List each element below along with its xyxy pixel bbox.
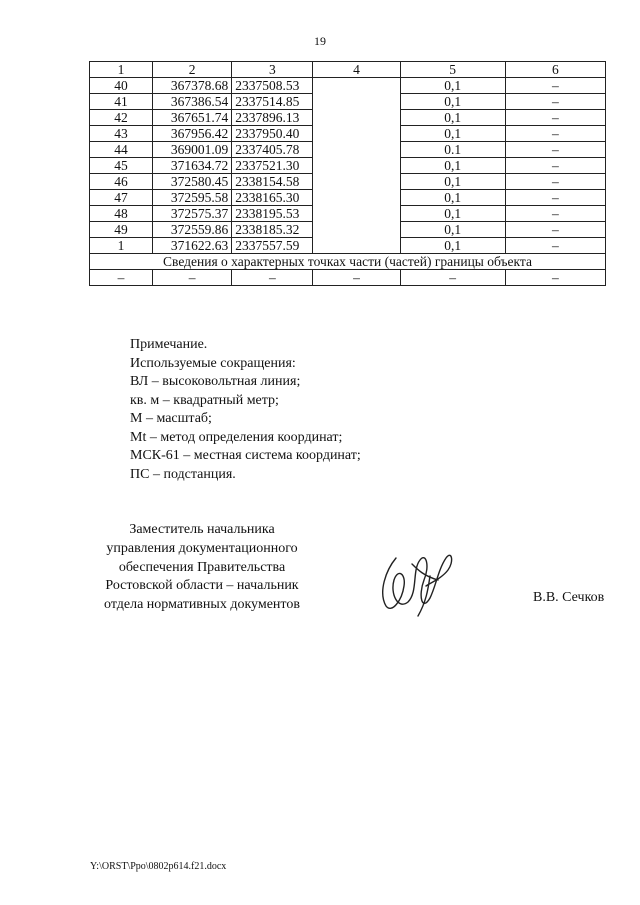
table-cell: 372559.86 — [153, 222, 232, 238]
note-line: ВЛ – высоковольтная линия; — [130, 374, 301, 389]
table-cell: – — [505, 94, 605, 110]
table-cell: – — [232, 270, 313, 286]
table-cell: 46 — [90, 174, 153, 190]
table-row — [90, 78, 606, 94]
table-cell: – — [505, 206, 605, 222]
table-cell: 0,1 — [400, 110, 505, 126]
table-cell: 41 — [90, 94, 153, 110]
table-cell: 371622.63 — [153, 238, 232, 254]
table-cell: 367386.54 — [153, 94, 232, 110]
table-cell: – — [505, 78, 605, 94]
note-line: МСК-61 – местная система координат; — [130, 448, 361, 463]
table-cell: 0,1 — [400, 126, 505, 142]
table-cell: 48 — [90, 206, 153, 222]
note-line: М – масштаб; — [130, 411, 212, 426]
table-cell: – — [153, 270, 232, 286]
table-cell: 47 — [90, 190, 153, 206]
page-number: 19 — [314, 34, 326, 48]
table-cell: – — [400, 270, 505, 286]
signer-name: В.В. Сечков — [533, 590, 605, 605]
table-cell: 40 — [90, 78, 153, 94]
header-cell: 3 — [232, 62, 313, 78]
table-cell: – — [505, 174, 605, 190]
table-cell: 372575.37 — [153, 206, 232, 222]
coordinates-table — [89, 61, 606, 286]
table-cell: 44 — [90, 142, 153, 158]
table-cell: 367378.68 — [153, 78, 232, 94]
table-cell: – — [505, 142, 605, 158]
signer-position-line: отдела нормативных документов — [104, 597, 300, 613]
header-cell: 6 — [505, 62, 605, 78]
table-cell: 45 — [90, 158, 153, 174]
header-cell: 4 — [313, 62, 400, 78]
table-cell: – — [505, 270, 605, 286]
table-cell-merged — [313, 78, 400, 254]
signer-position-line: Заместитель начальника — [129, 522, 275, 537]
note-line: ПС – подстанция. — [130, 466, 236, 482]
table-cell: 43 — [90, 126, 153, 142]
section-title: Сведения о характерных точках части (частей) границы объекта — [90, 254, 606, 270]
header-cell: 1 — [90, 62, 153, 78]
table-cell: 372580.45 — [153, 174, 232, 190]
note-line: кв. м – квадратный метр; — [130, 392, 279, 408]
signer-position-line: управления документационного — [106, 540, 298, 556]
table-header-row — [90, 62, 606, 78]
table-cell: 371634.72 — [153, 158, 232, 174]
note-block — [130, 336, 361, 484]
table-cell: – — [505, 238, 605, 254]
table-cell: 367651.74 — [153, 110, 232, 126]
signer-position-line: обеспечения Правительства — [118, 559, 286, 575]
file-path: Y:\ORST\Ppo\0802p614.f21.docx — [90, 861, 227, 872]
table-cell: 2338154.58 — [232, 174, 313, 190]
table-cell: 2337521.30 — [232, 158, 313, 174]
table-cell: 0,1 — [400, 174, 505, 190]
table-cell: 369001.09 — [153, 142, 232, 158]
header-cell: 2 — [153, 62, 232, 78]
table-cell: 2337557.59 — [232, 238, 313, 254]
table-cell: 0,1 — [400, 238, 505, 254]
table-cell: 2337514.85 — [232, 94, 313, 110]
table-cell: 0,1 — [400, 78, 505, 94]
table-cell: 2338165.30 — [232, 190, 313, 206]
table-cell: 49 — [90, 222, 153, 238]
table-cell: 2337896.13 — [232, 110, 313, 126]
table-section-row — [90, 254, 606, 270]
note-line: Mt – метод определения координат; — [130, 429, 343, 445]
table-cell: – — [313, 270, 400, 286]
table-row — [90, 270, 606, 286]
signer-position — [92, 521, 312, 615]
header-cell: 5 — [400, 62, 505, 78]
table-cell: 2337508.53 — [232, 78, 313, 94]
table-cell: 0,1 — [400, 206, 505, 222]
table-cell: 0,1 — [400, 190, 505, 206]
table-cell: 0,1 — [400, 158, 505, 174]
table-cell: 2338185.32 — [232, 222, 313, 238]
table-cell: – — [505, 110, 605, 126]
table-cell: – — [90, 270, 153, 286]
table-cell: 0.1 — [400, 142, 505, 158]
note-line: Используемые сокращения: — [130, 355, 296, 371]
table-cell: 2337405.78 — [232, 142, 313, 158]
table-cell: 42 — [90, 110, 153, 126]
table-cell: – — [505, 158, 605, 174]
note-title: Примечание. — [130, 337, 208, 352]
handwritten-signature — [368, 540, 468, 620]
table-cell: 0,1 — [400, 94, 505, 110]
table-cell: – — [505, 126, 605, 142]
signer-position-line: Ростовской области – начальник — [105, 578, 299, 594]
table-cell: 372595.58 — [153, 190, 232, 206]
table-cell: – — [505, 190, 605, 206]
table-cell: 367956.42 — [153, 126, 232, 142]
table-cell: 2337950.40 — [232, 126, 313, 142]
table-cell: 1 — [90, 238, 153, 254]
table-cell: 2338195.53 — [232, 206, 313, 222]
table-cell: 0,1 — [400, 222, 505, 238]
table-cell: – — [505, 222, 605, 238]
